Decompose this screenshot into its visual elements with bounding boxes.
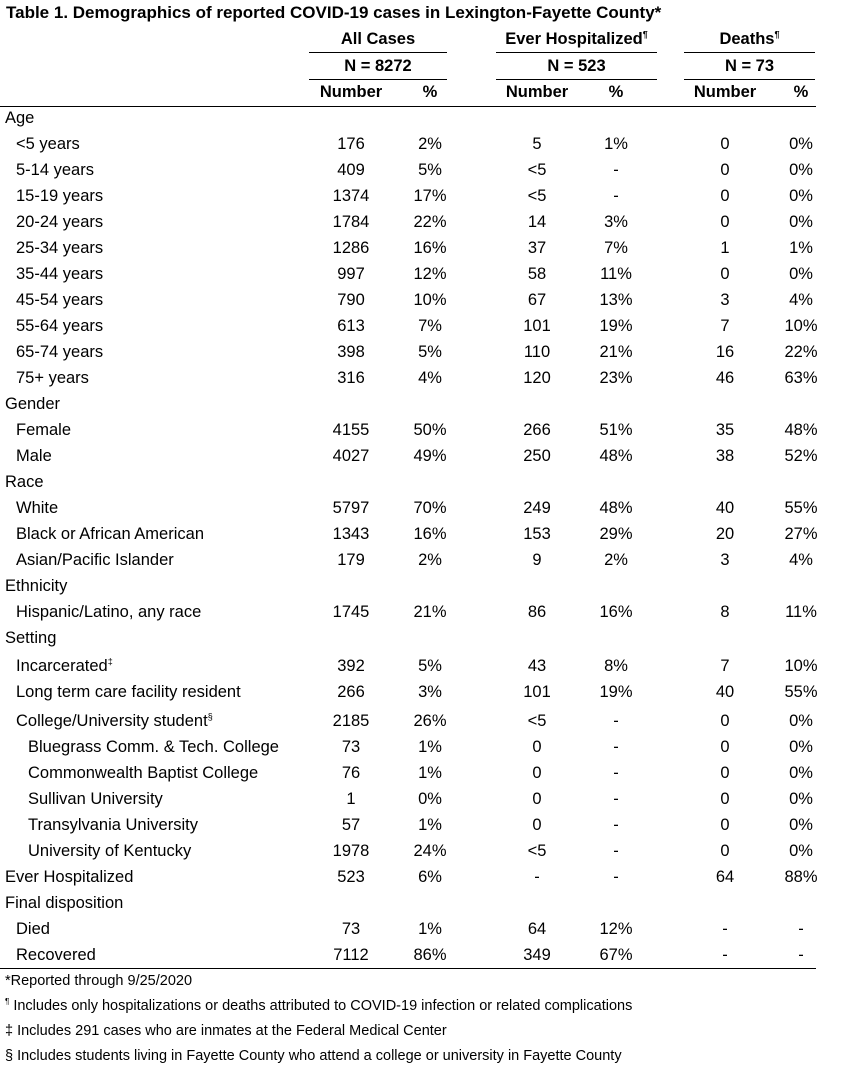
cell-hosp-pct: 7% <box>604 239 628 257</box>
cell-all-cases-pct: 1% <box>418 816 442 834</box>
row-label-text: Recovered <box>16 946 96 964</box>
cell-hosp-pct: - <box>613 161 619 179</box>
cell-deaths-pct: - <box>798 920 804 938</box>
cell-deaths-number: 40 <box>715 683 735 701</box>
cell-hosp-pct: 16% <box>599 603 633 621</box>
cell-all-cases-pct: 22% <box>413 213 447 231</box>
cell-all-cases-pct: 2% <box>418 551 442 569</box>
row-label-text: Setting <box>5 629 57 647</box>
cell-deaths-number: 0 <box>720 135 730 153</box>
cell-deaths-number: 0 <box>720 790 730 808</box>
cell-all-cases-number: 2185 <box>332 712 370 730</box>
cell-deaths-number: 0 <box>720 161 730 179</box>
cell-deaths-number: 46 <box>715 369 735 387</box>
table-row <box>0 183 842 209</box>
cell-all-cases-pct: 17% <box>413 187 447 205</box>
row-label <box>16 183 103 209</box>
row-label <box>16 339 103 365</box>
cell-hosp-number: <5 <box>527 712 547 730</box>
cell-hosp-pct: 51% <box>599 421 633 439</box>
bottom-rule <box>0 968 816 969</box>
row-label-text: College/University student <box>16 712 208 730</box>
row-label-text: Gender <box>5 395 61 413</box>
table-row <box>0 339 842 365</box>
row-label-text: 75+ years <box>16 369 89 387</box>
row-label-text: 45-54 years <box>16 291 104 309</box>
cell-all-cases-pct: 5% <box>418 343 442 361</box>
row-label-text: Incarcerated <box>16 657 108 675</box>
cell-hosp-number: 0 <box>532 764 542 782</box>
cell-hosp-number: <5 <box>527 187 547 205</box>
table-row <box>0 760 842 786</box>
cell-hosp-pct: - <box>613 868 619 886</box>
col-header-number: Number <box>319 83 383 101</box>
row-label <box>16 916 50 942</box>
table-row <box>0 235 842 261</box>
row-label-text: 5-14 years <box>16 161 94 179</box>
row-label <box>28 838 191 864</box>
footnote-text: § Includes students living in Fayette County who attend a college or university in Fayette County <box>5 1048 622 1064</box>
col-header-pct: % <box>793 83 809 101</box>
cell-all-cases-number: 398 <box>337 343 365 361</box>
row-label <box>16 157 94 183</box>
cell-hosp-number: 266 <box>523 421 551 439</box>
table-row <box>0 838 842 864</box>
group-header-mark: ¶ <box>774 29 780 40</box>
cell-all-cases-pct: 7% <box>418 317 442 335</box>
table-row <box>0 417 842 443</box>
cell-deaths-number: 3 <box>720 291 730 309</box>
cell-hosp-number: 5 <box>532 135 542 153</box>
cell-deaths-number: 0 <box>720 764 730 782</box>
row-label <box>5 890 123 916</box>
row-label <box>28 734 279 760</box>
cell-all-cases-number: 76 <box>341 764 361 782</box>
cell-deaths-pct: 10% <box>784 317 818 335</box>
row-label <box>5 469 44 495</box>
cell-all-cases-number: 1745 <box>332 603 370 621</box>
cell-all-cases-number: 790 <box>337 291 365 309</box>
cell-all-cases-number: 1374 <box>332 187 370 205</box>
cell-deaths-pct: 0% <box>789 764 813 782</box>
row-label-text: Race <box>5 473 44 491</box>
table-section-row <box>0 105 842 131</box>
cell-all-cases-pct: 16% <box>413 525 447 543</box>
cell-deaths-number: 8 <box>720 603 730 621</box>
table-row <box>0 547 842 573</box>
table-row <box>0 261 842 287</box>
row-label-text: 35-44 years <box>16 265 104 283</box>
row-label-text: Ever Hospitalized <box>5 868 134 886</box>
row-footnote-mark: § <box>207 711 213 722</box>
cell-all-cases-pct: 10% <box>413 291 447 309</box>
row-label <box>16 235 103 261</box>
cell-hosp-pct: 12% <box>599 920 633 938</box>
table-section-row <box>0 890 842 916</box>
row-label <box>16 443 52 469</box>
table-row <box>0 679 842 705</box>
cell-deaths-number: 0 <box>720 842 730 860</box>
table-row <box>0 599 842 625</box>
cell-hosp-number: - <box>534 868 540 886</box>
col-header-number: Number <box>505 83 569 101</box>
row-label-text: Black or African American <box>16 525 204 543</box>
row-label <box>16 942 96 968</box>
table-row <box>0 734 842 760</box>
cell-deaths-pct: 0% <box>789 187 813 205</box>
row-label <box>16 599 201 625</box>
footnote <box>5 1023 447 1039</box>
table-section-row <box>0 864 842 890</box>
cell-hosp-pct: 19% <box>599 683 633 701</box>
cell-hosp-pct: 1% <box>604 135 628 153</box>
cell-all-cases-pct: 6% <box>418 868 442 886</box>
row-label <box>16 547 174 573</box>
table-row <box>0 942 842 968</box>
col-header-pct: % <box>608 83 624 101</box>
cell-deaths-pct: 63% <box>784 369 818 387</box>
cell-deaths-pct: 0% <box>789 842 813 860</box>
cell-deaths-number: 64 <box>715 868 735 886</box>
cell-all-cases-pct: 4% <box>418 369 442 387</box>
table-row <box>0 157 842 183</box>
cell-all-cases-pct: 16% <box>413 239 447 257</box>
cell-deaths-pct: 55% <box>784 499 818 517</box>
cell-deaths-pct: 27% <box>784 525 818 543</box>
row-label-text: Age <box>5 109 35 127</box>
cell-hosp-number: 153 <box>523 525 551 543</box>
cell-all-cases-number: 179 <box>337 551 365 569</box>
cell-all-cases-number: 176 <box>337 135 365 153</box>
row-label-text: Died <box>16 920 50 938</box>
cell-hosp-number: 0 <box>532 790 542 808</box>
table-row <box>0 313 842 339</box>
cell-hosp-number: 349 <box>523 946 551 964</box>
row-label-text: University of Kentucky <box>28 842 192 860</box>
cell-deaths-number: 38 <box>715 447 735 465</box>
footnote <box>5 973 192 989</box>
row-label-text: Male <box>16 447 52 465</box>
cell-hosp-number: 120 <box>523 369 551 387</box>
row-label <box>16 521 204 547</box>
table-row <box>0 786 842 812</box>
cell-hosp-number: 101 <box>523 317 551 335</box>
cell-deaths-number: 35 <box>715 421 735 439</box>
row-label-text: Transylvania University <box>28 816 198 834</box>
cell-hosp-pct: 48% <box>599 447 633 465</box>
cell-all-cases-number: 73 <box>341 738 361 756</box>
cell-deaths-pct: 0% <box>789 135 813 153</box>
cell-hosp-pct: 19% <box>599 317 633 335</box>
row-label <box>5 105 34 131</box>
cell-deaths-pct: 52% <box>784 447 818 465</box>
cell-deaths-number: 0 <box>720 712 730 730</box>
cell-all-cases-number: 523 <box>337 868 365 886</box>
cell-hosp-number: 0 <box>532 816 542 834</box>
row-label-text: Asian/Pacific Islander <box>16 551 174 569</box>
cell-deaths-number: 0 <box>720 187 730 205</box>
footnote <box>5 998 632 1014</box>
cell-deaths-pct: 0% <box>789 790 813 808</box>
row-label <box>16 417 71 443</box>
cell-deaths-pct: 4% <box>789 291 813 309</box>
footnote-mark: ¶ <box>5 997 10 1007</box>
cell-all-cases-pct: 5% <box>418 657 442 675</box>
cell-hosp-pct: 13% <box>599 291 633 309</box>
row-footnote-mark: ‡ <box>107 656 113 667</box>
cell-hosp-pct: 21% <box>599 343 633 361</box>
group-n-all-cases: N = 8272 <box>309 57 447 80</box>
cell-all-cases-number: 997 <box>337 265 365 283</box>
cell-deaths-pct: 0% <box>789 161 813 179</box>
row-label-text: Hispanic/Latino, any race <box>16 603 202 621</box>
cell-hosp-pct: - <box>613 790 619 808</box>
cell-deaths-pct: 22% <box>784 343 818 361</box>
table-title: Table 1. Demographics of reported COVID-19 cases in Lexington-Fayette County* <box>6 3 662 22</box>
cell-hosp-number: 250 <box>523 447 551 465</box>
cell-hosp-pct: 67% <box>599 946 633 964</box>
cell-hosp-pct: - <box>613 764 619 782</box>
cell-all-cases-number: 316 <box>337 369 365 387</box>
row-label-text: Long term care facility resident <box>16 683 241 701</box>
cell-hosp-number: 9 <box>532 551 542 569</box>
cell-deaths-number: 3 <box>720 551 730 569</box>
footnote-text: Includes only hospitalizations or deaths attributed to COVID-19 infection or related complications <box>9 998 633 1014</box>
footnote-text: ‡ Includes 291 cases who are inmates at the Federal Medical Center <box>5 1023 447 1039</box>
group-header-all-cases <box>309 30 447 53</box>
table-row <box>0 287 842 313</box>
cell-hosp-number: 110 <box>523 343 551 361</box>
cell-deaths-number: 16 <box>715 343 735 361</box>
cell-all-cases-pct: 1% <box>418 920 442 938</box>
row-label <box>16 209 103 235</box>
col-header-number: Number <box>693 83 757 101</box>
table-section-row <box>0 469 842 495</box>
table-row <box>0 653 842 679</box>
cell-hosp-pct: 2% <box>604 551 628 569</box>
cell-deaths-pct: - <box>798 946 804 964</box>
cell-hosp-pct: - <box>613 816 619 834</box>
cell-all-cases-pct: 24% <box>413 842 447 860</box>
cell-hosp-pct: 48% <box>599 499 633 517</box>
cell-deaths-pct: 55% <box>784 683 818 701</box>
cell-deaths-pct: 10% <box>784 657 818 675</box>
row-label <box>16 287 103 313</box>
cell-all-cases-pct: 1% <box>418 738 442 756</box>
cell-hosp-pct: 3% <box>604 213 628 231</box>
table-section-row <box>0 391 842 417</box>
row-label-text: Commonwealth Baptist College <box>28 764 259 782</box>
cell-hosp-pct: - <box>613 738 619 756</box>
group-header-label: Ever Hospitalized <box>505 30 643 48</box>
cell-all-cases-pct: 21% <box>413 603 447 621</box>
row-label-text: 65-74 years <box>16 343 104 361</box>
row-label-text: Bluegrass Comm. & Tech. College <box>28 738 279 756</box>
row-label-text: Female <box>16 421 72 439</box>
cell-hosp-number: 101 <box>523 683 551 701</box>
cell-deaths-pct: 88% <box>784 868 818 886</box>
cell-deaths-number: 7 <box>720 317 730 335</box>
cell-deaths-number: 7 <box>720 657 730 675</box>
cell-hosp-pct: 23% <box>599 369 633 387</box>
cell-hosp-pct: - <box>613 842 619 860</box>
cell-all-cases-number: 73 <box>341 920 361 938</box>
row-label <box>16 708 213 734</box>
cell-all-cases-number: 1343 <box>332 525 370 543</box>
cell-all-cases-pct: 12% <box>413 265 447 283</box>
cell-hosp-number: 64 <box>527 920 547 938</box>
cell-hosp-number: <5 <box>527 842 547 860</box>
cell-deaths-number: 40 <box>715 499 735 517</box>
cell-hosp-pct: 29% <box>599 525 633 543</box>
table-row <box>0 131 842 157</box>
cell-all-cases-number: 5797 <box>332 499 370 517</box>
cell-hosp-pct: - <box>613 187 619 205</box>
row-label <box>5 625 56 651</box>
cell-all-cases-number: 4155 <box>332 421 370 439</box>
cell-hosp-number: 249 <box>523 499 551 517</box>
cell-all-cases-number: 392 <box>337 657 365 675</box>
cell-all-cases-number: 57 <box>341 816 361 834</box>
table-row <box>0 521 842 547</box>
row-label <box>16 653 113 679</box>
cell-all-cases-number: 409 <box>337 161 365 179</box>
row-label <box>28 786 163 812</box>
table-row <box>0 209 842 235</box>
cell-hosp-pct: 8% <box>604 657 628 675</box>
row-label-text: Final disposition <box>5 894 124 912</box>
cell-deaths-pct: 48% <box>784 421 818 439</box>
table-row <box>0 443 842 469</box>
cell-deaths-number: - <box>722 920 728 938</box>
cell-hosp-number: 0 <box>532 738 542 756</box>
row-label-text: 20-24 years <box>16 213 104 231</box>
cell-all-cases-number: 1 <box>346 790 356 808</box>
cell-deaths-number: 20 <box>715 525 735 543</box>
table-row <box>0 708 842 734</box>
cell-hosp-number: 67 <box>527 291 547 309</box>
group-n-deaths: N = 73 <box>684 57 815 80</box>
table-section-row <box>0 625 842 651</box>
row-label <box>5 573 67 599</box>
table-row <box>0 812 842 838</box>
cell-all-cases-pct: 5% <box>418 161 442 179</box>
cell-all-cases-number: 1784 <box>332 213 370 231</box>
cell-deaths-pct: 11% <box>785 603 817 621</box>
table-row <box>0 495 842 521</box>
table-row <box>0 916 842 942</box>
cell-all-cases-pct: 50% <box>413 421 447 439</box>
row-label <box>28 760 258 786</box>
cell-all-cases-pct: 26% <box>413 712 447 730</box>
cell-all-cases-pct: 86% <box>413 946 447 964</box>
cell-hosp-number: <5 <box>527 161 547 179</box>
table-section-row <box>0 573 842 599</box>
cell-deaths-number: 1 <box>720 239 730 257</box>
cell-all-cases-number: 7112 <box>333 946 369 964</box>
group-header-label: All Cases <box>340 30 416 48</box>
cell-hosp-pct: - <box>613 712 619 730</box>
cell-deaths-pct: 0% <box>789 265 813 283</box>
row-label-text: Ethnicity <box>5 577 68 595</box>
col-header-pct: % <box>422 83 438 101</box>
row-label <box>5 864 133 890</box>
cell-hosp-pct: 11% <box>600 265 632 283</box>
cell-hosp-number: 43 <box>527 657 547 675</box>
row-label-text: Sullivan University <box>28 790 163 808</box>
cell-deaths-number: 0 <box>720 816 730 834</box>
cell-all-cases-pct: 0% <box>418 790 442 808</box>
table-row <box>0 365 842 391</box>
cell-deaths-pct: 0% <box>789 816 813 834</box>
cell-deaths-number: - <box>722 946 728 964</box>
cell-all-cases-number: 1978 <box>332 842 370 860</box>
cell-deaths-number: 0 <box>720 738 730 756</box>
cell-all-cases-number: 1286 <box>332 239 370 257</box>
row-label <box>5 391 60 417</box>
row-label <box>16 131 80 157</box>
cell-all-cases-pct: 70% <box>413 499 447 517</box>
row-label-text: 25-34 years <box>16 239 104 257</box>
cell-all-cases-pct: 1% <box>418 764 442 782</box>
row-label-text: White <box>16 499 59 517</box>
cell-hosp-number: 86 <box>527 603 547 621</box>
group-header-mark: ¶ <box>642 29 648 40</box>
cell-deaths-pct: 0% <box>789 712 813 730</box>
cell-all-cases-pct: 2% <box>418 135 442 153</box>
cell-deaths-pct: 0% <box>789 213 813 231</box>
row-label <box>16 495 58 521</box>
cell-hosp-number: 37 <box>527 239 547 257</box>
row-label <box>16 679 241 705</box>
cell-deaths-pct: 0% <box>789 738 813 756</box>
group-n-ever-hospitalized: N = 523 <box>496 57 657 80</box>
cell-deaths-number: 0 <box>720 213 730 231</box>
cell-deaths-number: 0 <box>720 265 730 283</box>
group-header-ever-hospitalized <box>496 30 657 53</box>
row-label-text: 15-19 years <box>16 187 104 205</box>
cell-all-cases-number: 4027 <box>332 447 370 465</box>
row-label-text: 55-64 years <box>16 317 104 335</box>
row-label <box>16 313 103 339</box>
row-label <box>28 812 198 838</box>
cell-all-cases-number: 266 <box>337 683 365 701</box>
footnote <box>5 1048 622 1064</box>
row-label <box>16 365 89 391</box>
cell-all-cases-number: 613 <box>337 317 365 335</box>
row-label <box>16 261 103 287</box>
group-header-label: Deaths <box>719 30 775 48</box>
cell-all-cases-pct: 3% <box>418 683 442 701</box>
cell-hosp-number: 14 <box>527 213 547 231</box>
row-label-text: <5 years <box>16 135 80 153</box>
cell-deaths-pct: 1% <box>789 239 813 257</box>
cell-hosp-number: 58 <box>527 265 547 283</box>
group-header-deaths <box>684 30 815 53</box>
cell-all-cases-pct: 49% <box>413 447 447 465</box>
footnote-text: *Reported through 9/25/2020 <box>5 973 193 989</box>
cell-deaths-pct: 4% <box>789 551 813 569</box>
